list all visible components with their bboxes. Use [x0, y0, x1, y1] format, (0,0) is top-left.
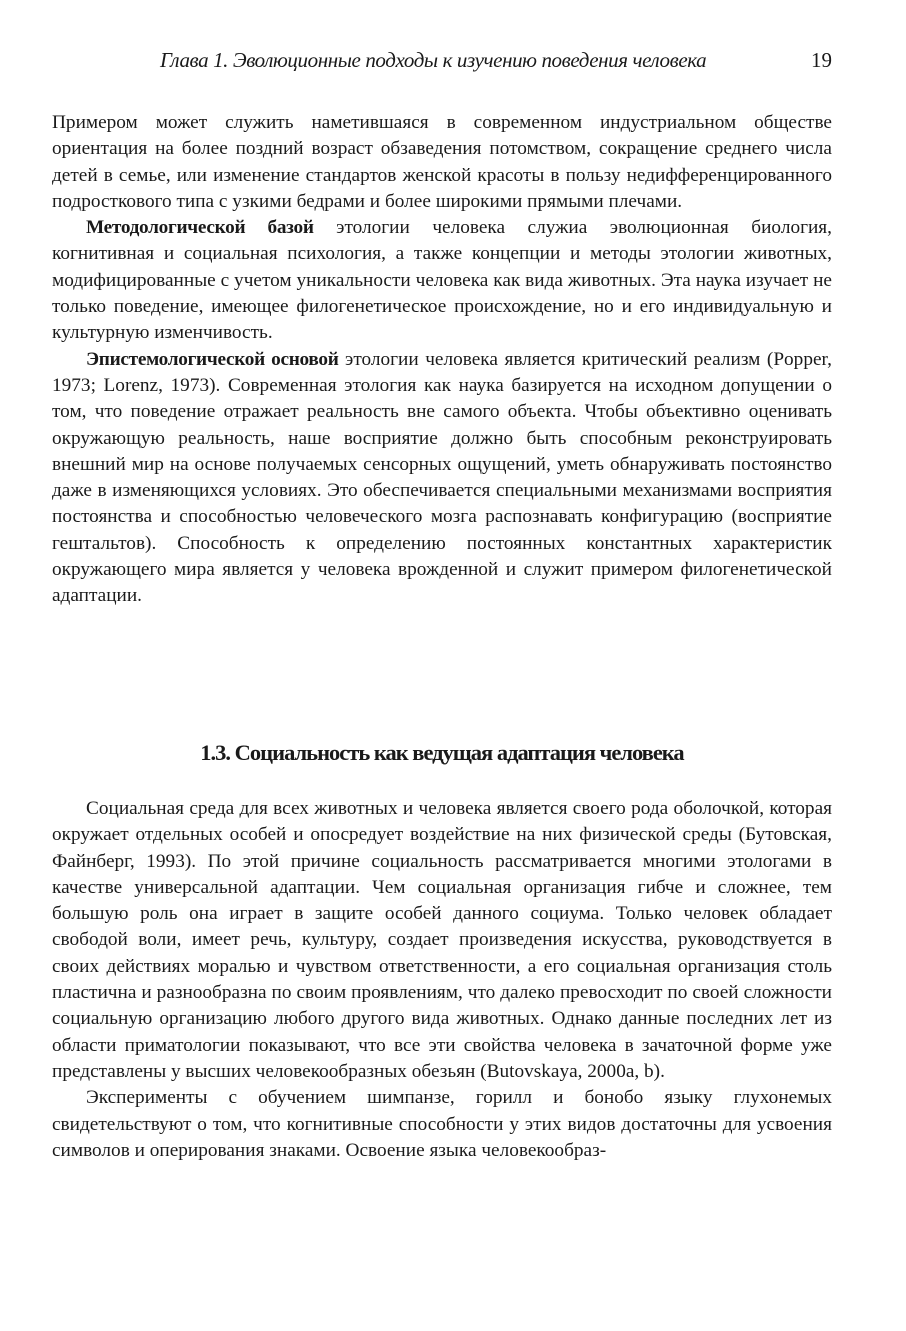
running-header — [52, 48, 832, 78]
section-heading: 1.3. Социальность как ведущая адаптация человека — [200, 740, 684, 765]
paragraph — [52, 215, 832, 346]
body-text-top — [52, 110, 832, 610]
body-text-bottom — [52, 796, 832, 1164]
chapter-title: Глава 1. Эволюционные подходы к изучению поведения человека — [160, 48, 707, 72]
paragraph: Эксперименты с обучением шимпанзе, горилл и бонобо языку глухонемых свидетельствуют о том, что когнитивные способности у этих видов достаточны для усвоения символов и оперирования знаками. Освоение языка человекообраз- — [52, 1087, 832, 1161]
paragraph-text: этологии человека служиа эволюционная биология, когнитивная и социальная психология, а также концепции и методы этологии животных, модифицированные с учетом уникальности человека как вида животных. Эта наука изучает не только поведение, имеющее филогенетическое происхождение, но и его индивидуальную и культурную изменчивость. — [52, 217, 832, 344]
paragraph — [52, 347, 832, 610]
bold-term: Эпистемологической основой — [86, 348, 339, 370]
bold-term: Методологической базой — [86, 217, 314, 239]
page-number: 19 — [811, 48, 832, 72]
paragraph-text: этологии человека является критический реализм (Popper, 1973; Lorenz, 1973). Современная этология как наука базируется на исходном допущении о том, что поведение отражает реальность вне самого объекта. Чтобы объективно оценивать окружающую реальность, наше восприятие должно быть способным реконструировать внешний мир на основе получаемых сенсорных ощущений, уметь обнаруживать постоянство даже в изменяющихся условиях. Это обеспечивается специальными механизмами восприятия постоянства и способностью человеческого мозга распознавать конфигурацию (восприятие гештальтов). Способность к определению постоянных константных характеристик окружающего мира является у человека врожденной и служит примером филогенетической адаптации. — [52, 348, 832, 607]
paragraph: Примером может служить наметившаяся в современном индустриальном обществе ориентация на более поздний возраст обзаведения потомством, сокращение среднего числа детей в семье, или изменение стандартов женской красоты в пользу недифференцированного подросткового типа с узкими бедрами и более широкими прямыми плечами. — [52, 112, 832, 212]
paragraph: Социальная среда для всех животных и человека является своего рода оболочкой, которая окружает отдельных особей и опосредует воздействие на них физической среды (Бутовская, Файнберг, 1993). По этой причине социальность рассматривается многими этологами в качестве универсальной адаптации. Чем социальная организация гибче и сложнее, тем большую роль она играет в защите особей данного социума. Только человек обладает свободой воли, имеет речь, культуру, создает произведения искусства, руководствуется в своих действиях моралью и чувством ответственности, а его социальная организация столь пластична и разнообразна по своим проявлениям, что далеко превосходит по своей сложности социальную организацию любого другого вида животных. Однако данные последних лет из области приматологии показывают, что все эти свойства человека в зачаточной форме уже представлены у высших человекообразных обезьян (Butovskaya, 2000a, b). — [52, 798, 832, 1082]
